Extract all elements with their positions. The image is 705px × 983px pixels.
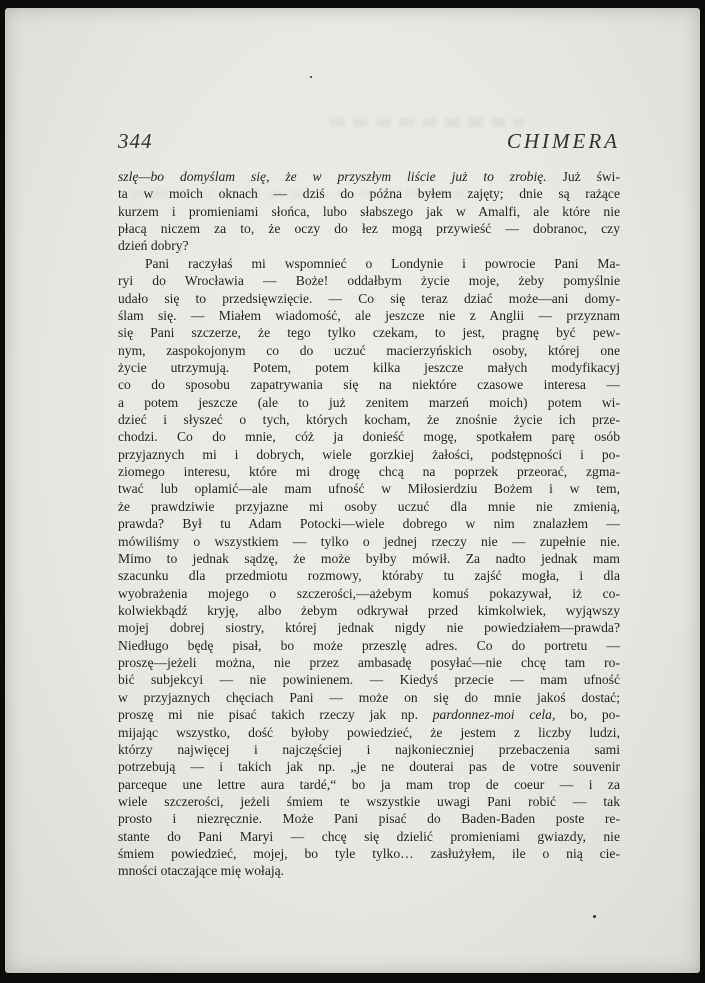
text-line: [118, 567, 620, 584]
text-line: [118, 585, 620, 602]
text-segment: potrzebują — i takich jak np. „je ne douterai pas de votre souvenir: [118, 759, 620, 775]
text-line: [118, 203, 620, 220]
page-body-text: [118, 168, 620, 880]
paper-speck: [310, 76, 312, 78]
text-segment: kurzem i promieniami słońca, lubo słabszego jak w Amalfi, ale które nie: [118, 203, 620, 219]
text-line: [118, 463, 620, 480]
text-segment: udało się to przedsięwzięcie. — Co się teraz dziać może—ani domy-: [118, 290, 620, 306]
text-line: [118, 185, 620, 202]
text-segment: stante do Pani Maryi — chcę się dzielić promieniami gwiazdy, nie: [118, 828, 620, 844]
page-bleedthrough: [330, 118, 525, 127]
text-segment: się Pani szczerze, że tego tylko czekam, to jest, pragnę być pew-: [118, 325, 620, 341]
text-segment: co do sposobu zapatrywania się na niektóre czasowe interesa —: [118, 377, 620, 393]
text-line: [118, 411, 620, 428]
text-line: [118, 446, 620, 463]
text-segment: chodzi. Co do mnie, cóż ja donieść mogę, spotkałem parę osób: [118, 429, 620, 445]
text-line: [118, 428, 620, 445]
text-line: [118, 654, 620, 671]
text-line: [118, 602, 620, 619]
text-segment: a potem jeszcze (ale to już zenitem marzeń moich) potem wi-: [118, 394, 620, 410]
text-line: [118, 237, 620, 254]
text-segment: kolwiekbądź kryję, albo żebym odkrywał przed kimkolwiek, wyjąwszy: [118, 602, 620, 618]
text-segment: śmiem powiedzieć, mojej, bo tyle tylko… zasłużyłem, ile o nią cie-: [118, 846, 620, 862]
text-segment: Mimo to jednak sądzę, że może byłby mówił. Za nadto jednak mam: [118, 550, 620, 566]
text-line: [118, 480, 620, 497]
text-line: [118, 359, 620, 376]
text-segment: wyobrażenia mojego o szczerości,—ażebym komuś pokazywał, iż co-: [118, 585, 620, 601]
text-line: [118, 533, 620, 550]
text-segment: mojej dobrej siostry, której jednak nigdy nie powiedziałem—prawda?: [118, 620, 620, 636]
text-line: [118, 550, 620, 567]
text-segment: mijając wszystko, dość byłoby powiedzieć, że jestem z liczby ludzi,: [118, 724, 620, 740]
text-segment: ta w moich oknach — dziś do późna byłem zajęty; dnie są rażące: [118, 186, 620, 202]
text-line: [118, 810, 620, 827]
text-segment: mówiliśmy o wszystkiem — tylko o jednej rzeczy nie — zupełnie nie.: [118, 533, 620, 549]
text-line: [118, 220, 620, 237]
text-line: [118, 706, 620, 723]
italic-text-segment: pardonnez-moi cela: [432, 707, 552, 723]
text-segment: dzień dobry?: [118, 238, 189, 254]
text-segment: prawda? Był tu Adam Potocki—wiele dobrego w nim znalazłem —: [118, 516, 620, 532]
text-segment: dzieć i słyszeć o tych, których kocham, że znośnie życie ich prze-: [118, 412, 620, 428]
text-line: [118, 793, 620, 810]
text-line: [118, 862, 620, 879]
text-segment: nym, zaspokojonym co do uczuć macierzyńskich osoby, której one: [118, 342, 620, 358]
text-line: [118, 637, 620, 654]
text-segment: proszę mi nie pisać takich rzeczy jak np.: [118, 707, 433, 723]
text-line: [118, 724, 620, 741]
text-line: [118, 394, 620, 411]
italic-text-segment: szlę—bo domyślam się, że w przyszłym liście już to zrobię.: [118, 169, 547, 184]
text-segment: , bo, po-: [551, 707, 620, 723]
text-segment: życie utrzymują. Potem, potem kilka jeszcze małych modyfikacyj: [118, 359, 620, 375]
text-line: [118, 498, 620, 515]
text-line: [118, 307, 620, 324]
text-segment: mności otaczające mię wołają.: [118, 863, 285, 879]
text-segment: w przyjaznych chęciach Pani — może on się do mnie jakoś dostać;: [118, 689, 620, 705]
text-line: [118, 168, 620, 185]
text-segment: którzy najwięcej i najczęściej i najkonieczniej przebaczenia sami: [118, 741, 620, 757]
text-line: [118, 758, 620, 775]
text-segment: Niedługo będę pisał, bo może przeszlę adres. Co do portretu —: [118, 637, 620, 653]
text-line: [118, 741, 620, 758]
text-segment: Już świ-: [546, 169, 620, 184]
text-segment: proszę—jeżeli można, nie przez ambasadę posyłać—nie chcę tam ro-: [118, 655, 620, 671]
text-segment: Pani raczyłaś mi wspomnieć o Londynie i powrocie Pani Ma-: [145, 255, 620, 271]
text-segment: ziomego interesu, które mi drogę chcą na poprzek przeorać, zgma-: [118, 464, 620, 480]
page-number: 344: [118, 129, 153, 153]
text-segment: parceque une lettre aura tardé,“ bo ja mam trop de coeur — i za: [118, 776, 620, 792]
text-line: [118, 689, 620, 706]
text-line: [118, 324, 620, 341]
text-line: [118, 342, 620, 359]
book-page: [5, 8, 700, 973]
text-line: [118, 515, 620, 532]
text-line: [118, 845, 620, 862]
text-line: [118, 272, 620, 289]
text-segment: prosto i niezręcznie. Może Pani pisać do Baden-Baden poste re-: [118, 811, 620, 827]
journal-title: CHIMERA: [506, 129, 620, 153]
text-line: [118, 828, 620, 845]
text-segment: wiele szczerości, jeżeli śmiem te wszystkie uwagi Pani robić — tak: [118, 793, 620, 809]
text-segment: bić subjekcyi — nie powinienem. — Kiedyś przecie — mam ufność: [118, 672, 620, 688]
text-segment: ślam się. — Miałem wiadomość, ale jeszcze nie z Anglii — przyznam: [118, 307, 620, 323]
paper-speck: [593, 915, 596, 918]
text-line: [118, 290, 620, 307]
text-segment: szacunku dla przedmiotu rozmowy, któraby tu zajść mogła, i dla: [118, 568, 620, 584]
text-line: [118, 671, 620, 688]
text-line: [118, 776, 620, 793]
text-segment: ryi do Wrocławia — Boże! oddałbym życie moje, żeby pomyślnie: [118, 273, 620, 289]
text-segment: twać lub oplamić—ale mam ufność w Miłosierdziu Bożem i w tem,: [118, 481, 620, 497]
page-header: [118, 129, 620, 154]
text-line: [118, 255, 620, 272]
text-segment: że prawdziwie przyjazne mi osoby uczuć dla mnie nie zmienią,: [118, 498, 620, 514]
text-segment: przyjaznych mi i dobrych, wiele gorzkiej żałości, podstępności i po-: [118, 446, 620, 462]
text-segment: płacą niczem za to, że oczy do łez mogą przywieść — dobranoc, czy: [118, 221, 620, 237]
text-line: [118, 376, 620, 393]
text-line: [118, 619, 620, 636]
